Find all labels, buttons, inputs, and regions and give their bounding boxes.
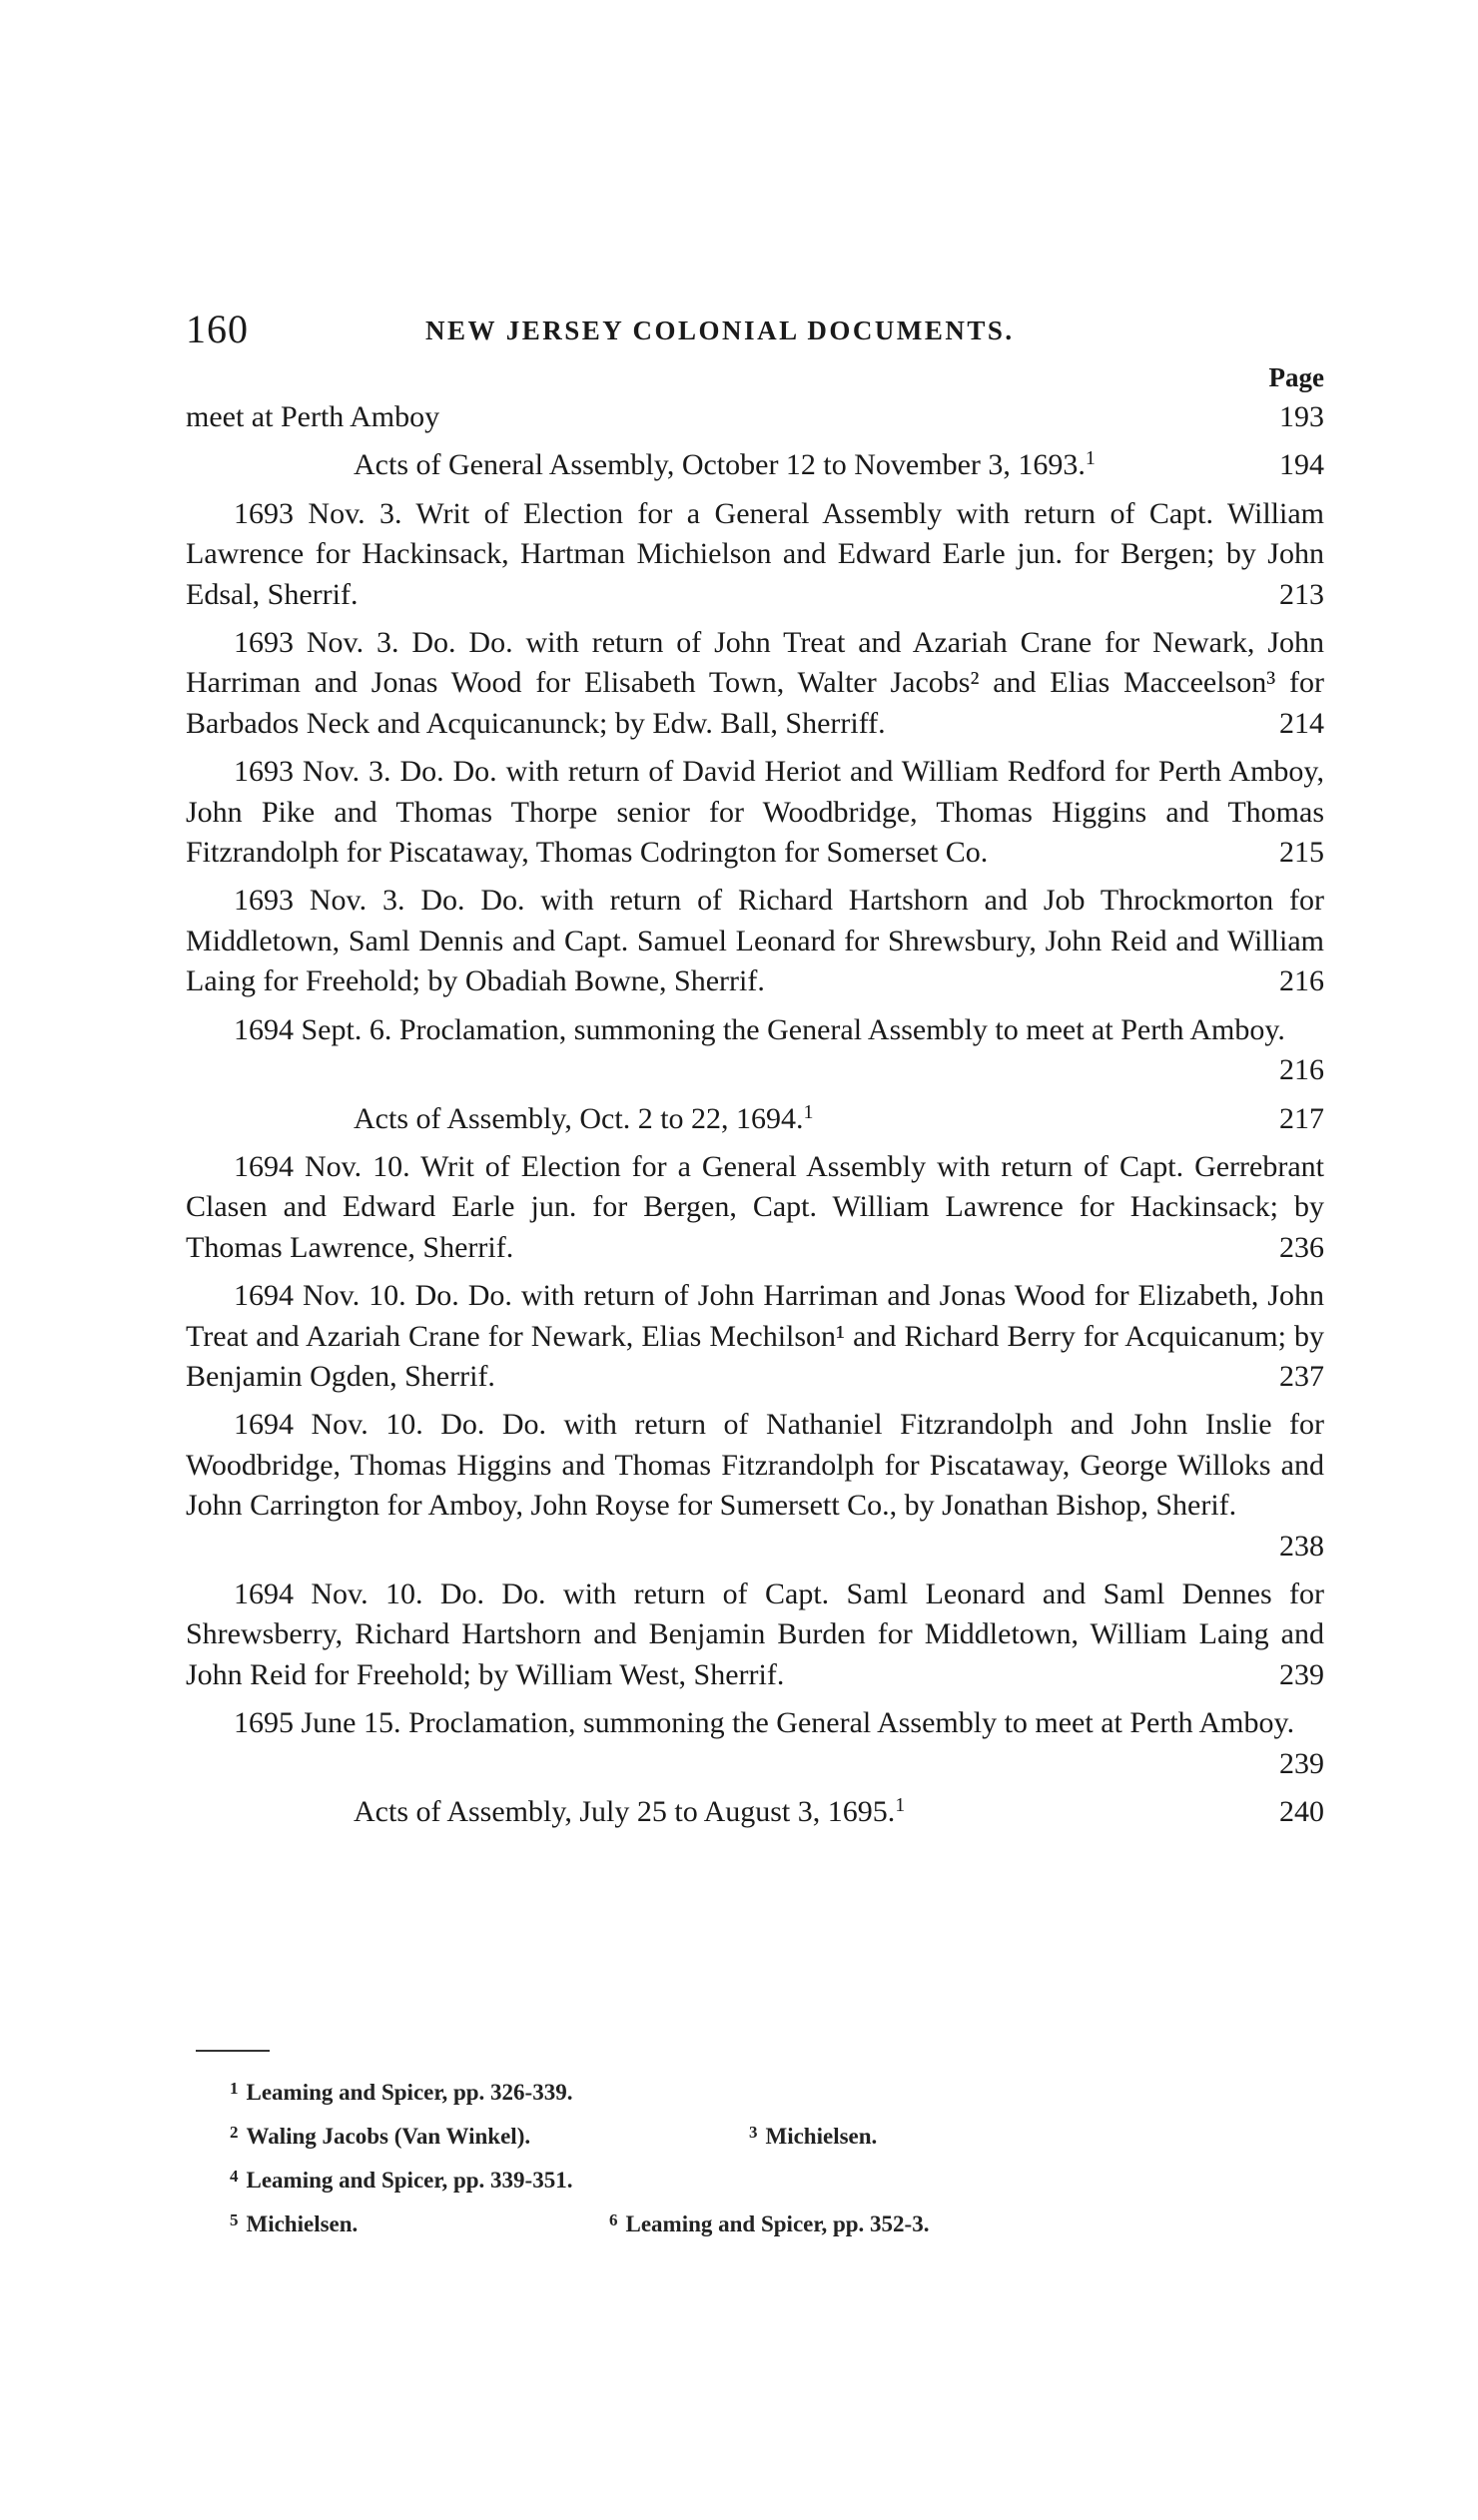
entry-list <box>186 397 1324 1832</box>
index-entry <box>186 1575 1324 1695</box>
entry-text: Acts of General Assembly, October 12 to November 3, 1693. <box>354 448 1086 482</box>
footnote-number: 3 <box>749 2123 758 2142</box>
entry-text: 1694 Nov. 10. Do. Do. with return of Capt. Saml Leonard and Saml Dennes for Shrewsberry, Richard Hartshorn and Benjamin Burden for Middletown, William Laing and John Reid for Freehold; by William West, Sherrif. <box>186 1576 1324 1691</box>
entry-text: 1693 Nov. 3. Writ of Election for a General Assembly with return of Capt. William Lawrence for Hackinsack, Hartman Michielson and Edward Earle jun. for Bergen; by John Edsal, Sherrif. <box>186 496 1324 611</box>
entry-page-number: 194 <box>1279 448 1324 482</box>
index-entry <box>186 1099 1324 1139</box>
footnote-marker: 1 <box>895 1794 906 1816</box>
entry-text: meet at Perth Amboy <box>186 400 440 433</box>
footnote-number: 5 <box>230 2210 239 2229</box>
entry-page-number: 239 <box>1279 1657 1324 1691</box>
entry-text: 1693 Nov. 3. Do. Do. with return of Richard Hartshorn and Job Throckmorton for Middletown, Saml Dennis and Capt. Samuel Leonard for Shrewsbury, John Reid and William Laing for Freehold; by Obadiah Bowne, Sherrif. <box>186 884 1324 998</box>
index-entry <box>186 1010 1324 1091</box>
entry-text: 1695 June 15. Proclamation, summoning the General Assembly to meet at Perth Amboy. <box>234 1706 1295 1740</box>
footnote-2 <box>230 2113 749 2157</box>
footnote-text: Leaming and Spicer, pp. 352-3. <box>625 2211 930 2236</box>
running-title: NEW JERSEY COLONIAL DOCUMENTS. <box>425 315 1015 345</box>
footnotes <box>230 2069 1228 2244</box>
footnote-text: Michielsen. <box>246 2211 359 2236</box>
footnote-text: Leaming and Spicer, pp. 326-339. <box>246 2080 573 2105</box>
entry-text: 1693 Nov. 3. Do. Do. with return of David Heriot and William Redford for Perth Amboy, John Pike and Thomas Thorpe senior for Woodbridge, Thomas Higgins and Thomas Fitzrandolph for Piscataway, Thomas Codrington for Somerset Co. <box>186 755 1324 870</box>
footnote-6 <box>609 2201 929 2244</box>
footnote-line <box>230 2157 1228 2201</box>
entry-page-number: 239 <box>1279 1746 1324 1780</box>
footnote-line <box>230 2201 1228 2244</box>
index-entry <box>186 397 1324 437</box>
page-number: 160 <box>186 307 249 351</box>
footnote-rule <box>196 2050 270 2052</box>
page-header <box>186 306 1324 355</box>
footnote-number: 2 <box>230 2123 239 2142</box>
entry-page-number: 215 <box>1279 836 1324 870</box>
entry-page-number: 217 <box>1279 1101 1324 1135</box>
footnote-1 <box>230 2069 572 2113</box>
entry-text: 1694 Nov. 10. Do. Do. with return of Nathaniel Fitzrandolph and John Inslie for Woodbridge, Thomas Higgins and Thomas Fitzrandolph for Piscataway, George Willoks and John Carrington for Amboy, John Royse for Sumersett Co., by Jonathan Bishop, Sherif. <box>186 1408 1324 1523</box>
entry-page-number: 236 <box>1279 1230 1324 1264</box>
entry-text: 1694 Sept. 6. Proclamation, summoning the General Assembly to meet at Perth Amboy. <box>234 1012 1285 1046</box>
entry-page-number: 237 <box>1279 1359 1324 1393</box>
footnote-text: Waling Jacobs (Van Winkel). <box>246 2124 531 2149</box>
footnote-line <box>230 2113 1228 2157</box>
index-entry <box>186 1147 1324 1268</box>
index-entry <box>186 1792 1324 1832</box>
footnote-text: Leaming and Spicer, pp. 339-351. <box>246 2168 573 2193</box>
footnote-marker: 1 <box>803 1100 814 1123</box>
index-entry <box>186 881 1324 1001</box>
footnote-number: 1 <box>230 2079 239 2098</box>
entry-text: Acts of Assembly, July 25 to August 3, 1695. <box>354 1795 896 1828</box>
entry-page-number: 216 <box>1279 1053 1324 1087</box>
entry-text: 1693 Nov. 3. Do. Do. with return of John Treat and Azariah Crane for Newark, John Harriman and Jonas Wood for Elisabeth Town, Walter Jacobs² and Elias Macceelson³ for Barbados Neck and Acquicanunck; by Edw. Ball, Sherriff. <box>186 626 1324 740</box>
footnote-5 <box>230 2201 609 2244</box>
index-entry <box>186 1703 1324 1784</box>
entry-page-number: 193 <box>1279 400 1324 433</box>
entry-page-number: 214 <box>1279 706 1324 740</box>
index-entry <box>186 623 1324 744</box>
index-entry <box>186 445 1324 485</box>
entry-page-number: 240 <box>1279 1795 1324 1828</box>
footnote-line <box>230 2069 1228 2113</box>
index-body <box>186 357 1324 1840</box>
page-column-heading: Page <box>1268 362 1324 392</box>
footnote-marker: 1 <box>1085 447 1096 470</box>
footnote-text: Michielsen. <box>765 2124 878 2149</box>
entry-text: 1694 Nov. 10. Do. Do. with return of John Harriman and Jonas Wood for Elizabeth, John Treat and Azariah Crane for Newark, Elias Mechilson¹ and Richard Berry for Acquicanum; by Benjamin Ogden, Sherrif. <box>186 1279 1324 1393</box>
index-entry <box>186 1276 1324 1397</box>
footnote-3 <box>749 2113 877 2157</box>
entry-page-number: 238 <box>1279 1529 1324 1563</box>
footnote-number: 4 <box>230 2167 239 2186</box>
entry-text: 1694 Nov. 10. Writ of Election for a General Assembly with return of Capt. Gerrebrant Clasen and Edward Earle jun. for Bergen, Capt. William Lawrence for Hackinsack; by Thomas Lawrence, Sherrif. <box>186 1149 1324 1264</box>
entry-page-number: 216 <box>1279 964 1324 998</box>
entry-page-number: 213 <box>1279 577 1324 611</box>
index-entry <box>186 494 1324 615</box>
footnote-4 <box>230 2157 572 2201</box>
entry-text: Acts of Assembly, Oct. 2 to 22, 1694. <box>354 1101 804 1135</box>
footnote-number: 6 <box>609 2210 618 2229</box>
index-entry <box>186 1405 1324 1567</box>
index-entry <box>186 752 1324 873</box>
